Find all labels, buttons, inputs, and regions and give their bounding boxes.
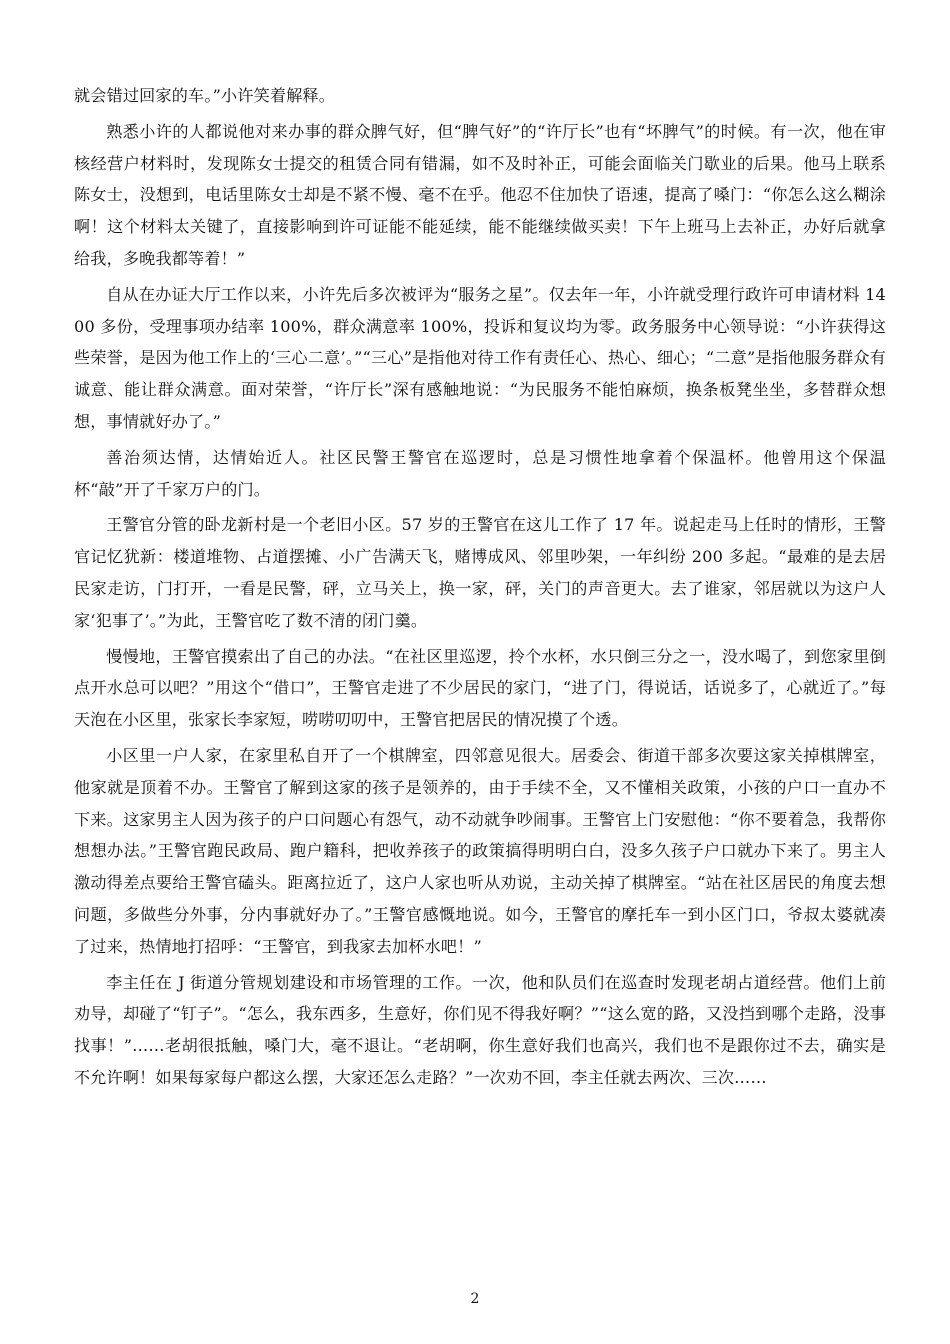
paragraph: 李主任在 J 街道分管规划建设和市场管理的工作。一次，他和队员们在巡查时发现老胡占道经营。他们上前劝导，却碰了“钉子”。“怎么，我东西多，生意好，你们见不得我好啊？”“这么宽的路，又没挡到哪个走路，没事找事！”……老胡很抵触，嗓门大，毫不退让。“老胡啊，你生意好我们也高兴，我们也不是跟你过不去，确实是不允许啊！如果每家每户都这么摆，大家还怎么走路？”一次劝不回，李主任就去两次、三次…… xyxy=(74,972,886,1087)
paragraph: 王警官分管的卧龙新村是一个老旧小区。57 岁的王警官在这儿工作了 17 年。说起走马上任时的情形，王警官记忆犹新：楼道堆物、占道摆摊、小广告满天飞，赌博成风、邻里吵架，一年纠纷 200 多起。“最难的是去居民家走访，门打开，一看是民警，砰，立马关上，换一家，砰，关门的声音更大。去了谁家，邻居就以为这户人家‘犯事了’。”为此，王警官吃了数不清的闭门羹。 xyxy=(74,515,886,630)
paragraph: 熟悉小许的人都说他对来办事的群众脾气好，但“脾气好”的“许厅长”也有“坏脾气”的时候。有一次，他在审核经营户材料时，发现陈女士提交的租赁合同有错漏，如不及时补正，可能会面临关门歇业的后果。他马上联系陈女士，没想到，电话里陈女士却是不紧不慢、毫不在乎。他忍不住加快了语速，提高了嗓门：“你怎么这么糊涂啊！这个材料太关键了，直接影响到许可证能不能延续，能不能继续做买卖！下午上班马上去补正，办好后就拿给我，多晚我都等着！” xyxy=(74,121,886,268)
paragraph: 慢慢地，王警官摸索出了自己的办法。“在社区里巡逻，拎个水杯，水只倒三分之一，没水喝了，到您家里倒点开水总可以吧？”用这个“借口”，王警官走进了不少居民的家门，“进了门，得说话，话说多了，心就近了。”每天泡在小区里，张家长李家短，唠唠叨叨中，王警官把居民的情况摸了个透。 xyxy=(74,646,886,730)
document-body xyxy=(74,80,886,1098)
page-number: 2 xyxy=(470,1291,480,1307)
paragraph: 自从在办证大厅工作以来，小许先后多次被评为“服务之星”。仅去年一年，小许就受理行政许可申请材料 1400 多份，受理事项办结率 100%，群众满意率 100%，投诉和复议均为零。政务服务中心领导说：“小许获得这些荣誉，是因为他工作上的‘三心二意’。”“三心”是指他对待工作有责任心、热心、细心；“二意”是指他服务群众有诚意、能让群众满意。面对荣誉，“许厅长”深有感触地说：“为民服务不能怕麻烦，换条板凳坐坐，多替群众想想，事情就好办了。” xyxy=(74,284,886,431)
paragraph: 小区里一户人家，在家里私自开了一个棋牌室，四邻意见很大。居委会、街道干部多次要这家关掉棋牌室，他家就是顶着不办。王警官了解到这家的孩子是领养的，由于手续不全，又不懂相关政策，小孩的户口一直办不下来。这家男主人因为孩子的户口问题心有怨气，动不动就争吵闹事。王警官上门安慰他：“你不要着急，我帮你想想办法。”王警官跑民政局、跑户籍科，把收养孩子的政策搞得明明白白，没多久孩子户口就办下来了。男主人激动得差点要给王警官磕头。距离拉近了，这户人家也听从劝说，主动关掉了棋牌室。“站在社区居民的角度去想问题，多做些分外事，分内事就好办了。”王警官感慨地说。如今，王警官的摩托车一到小区门口，爷叔太婆就凑了过来，热情地打招呼：“王警官，到我家去加杯水吧！” xyxy=(74,745,886,956)
paragraph: 就会错过回家的车。”小许笑着解释。 xyxy=(74,86,336,105)
paragraph: 善治须达情，达情始近人。社区民警王警官在巡逻时，总是习惯性地拿着个保温杯。他曾用这个保温杯“敲”开了千家万户的门。 xyxy=(74,447,886,499)
